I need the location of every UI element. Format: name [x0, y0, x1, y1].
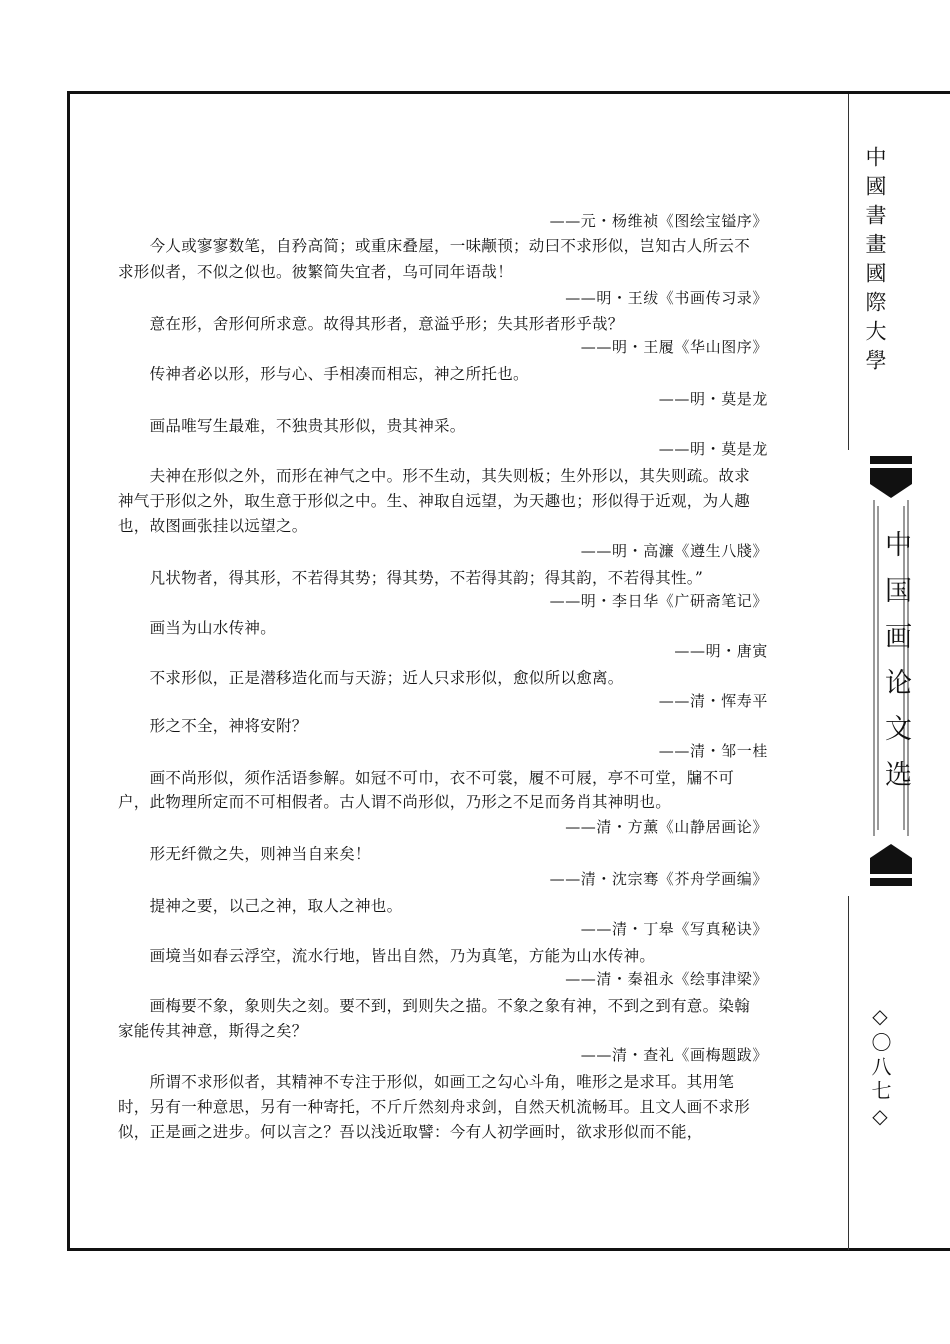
- citation-line: ——明・莫是龙: [658, 440, 768, 458]
- citation-line: ——明・李日华《广研斋笔记》: [549, 592, 768, 610]
- side-rule-top: [848, 94, 849, 450]
- text-line: 意在形，舍形何所求意。故得其形者，意溢乎形；失其形者形乎哉？: [118, 315, 624, 333]
- text-line: 夫神在形似之外，而形在神气之中。形不生动，其失则板；生外形以，其失则疏。故求: [118, 467, 751, 485]
- page-number: ◇〇八七◇: [868, 1004, 892, 1132]
- emblem-bottom-point: [870, 844, 912, 858]
- citation-line: ——清・丁皋《写真秘诀》: [580, 920, 768, 938]
- citation-line: ——元・杨维祯《图绘宝镒序》: [549, 212, 768, 230]
- text-line: 似，正是画之进步。何以言之？吾以浅近取譬：今有人初学画时，欲求形似而不能，: [118, 1123, 703, 1141]
- series-title: 中國書畫國際大學: [863, 146, 887, 378]
- text-line: 传神者必以形，形与心、手相凑而相忘，神之所托也。: [118, 365, 529, 383]
- citation-line: ——清・秦祖永《绘事津梁》: [565, 970, 768, 988]
- text-line: 时，另有一种意思，另有一种寄托，不斤斤然刻舟求剑，自然天机流畅耳。且文人画不求形: [118, 1098, 751, 1116]
- citation-line: ——明・唐寅: [674, 642, 768, 660]
- citation-line: ——明・王绂《书画传习录》: [565, 289, 768, 307]
- book-title: 中国画论文选: [880, 530, 911, 806]
- citation-line: ——清・方薰《山静居画论》: [565, 818, 768, 836]
- citation-line: ——清・恽寿平: [658, 692, 768, 710]
- text-line: 家能传其神意，斯得之矣？: [118, 1022, 308, 1040]
- text-line: 画境当如春云浮空，流水行地，皆出自然，乃为真笔，方能为山水传神。: [118, 947, 656, 965]
- text-line: 画不尚形似，须作活语参解。如冠不可巾，衣不可裳，履不可屐，亭不可堂，牖不可: [118, 769, 735, 787]
- text-line: 今人或寥寥数笔，自矜高简；或重床叠屋，一味颟顸；动曰不求形似，岂知古人所云不: [118, 237, 751, 255]
- emblem-bottom-bar: [870, 878, 912, 886]
- text-line: 户，此物理所定而不可相假者。古人谓不尚形似，乃形之不足而务肖其神明也。: [118, 793, 672, 811]
- text-line: 形之不全，神将安附？: [118, 717, 308, 735]
- citation-line: ——明・高濂《遵生八牋》: [580, 542, 768, 560]
- citation-line: ——清・邹一桂: [658, 742, 768, 760]
- citation-line: ——明・王履《华山图序》: [580, 338, 768, 356]
- text-line: 画梅要不象，象则失之刻。要不到，到则失之描。不象之象有神，不到之到有意。染翰: [118, 997, 751, 1015]
- citation-line: ——明・莫是龙: [658, 390, 768, 408]
- emblem-bottom-block: [870, 858, 912, 874]
- text-line: 也，故图画张挂以远望之。: [118, 517, 308, 535]
- citation-line: ——清・查礼《画梅题跋》: [580, 1046, 768, 1064]
- side-rule-bottom: [848, 896, 849, 1250]
- text-line: 画品唯写生最难，不独贵其形似，贵其神采。: [118, 417, 466, 435]
- text-line: 不求形似，正是潜移造化而与天游；近人只求形似，愈似所以愈离。: [118, 669, 624, 687]
- text-line: 画当为山水传神。: [118, 619, 277, 637]
- text-line: 神气于形似之外，取生意于形似之中。生、神取自远望，为天趣也；形似得于近观，为人趣: [118, 492, 751, 510]
- text-line: 形无纤微之失，则神当自来矣！: [118, 845, 371, 863]
- text-line: 所谓不求形似者，其精神不专注于形似，如画工之勾心斗角，唯形之是求耳。其用笔: [118, 1073, 735, 1091]
- citation-line: ——清・沈宗骞《芥舟学画编》: [549, 870, 768, 888]
- text-line: 求形似者，不似之似也。彼繁简失宜者，乌可同年语哉！: [118, 263, 514, 281]
- text-line: 凡状物者，得其形，不若得其势；得其势，不若得其韵；得其韵，不若得其性。”: [118, 569, 704, 587]
- text-line: 提神之要，以己之神，取人之神也。: [118, 897, 403, 915]
